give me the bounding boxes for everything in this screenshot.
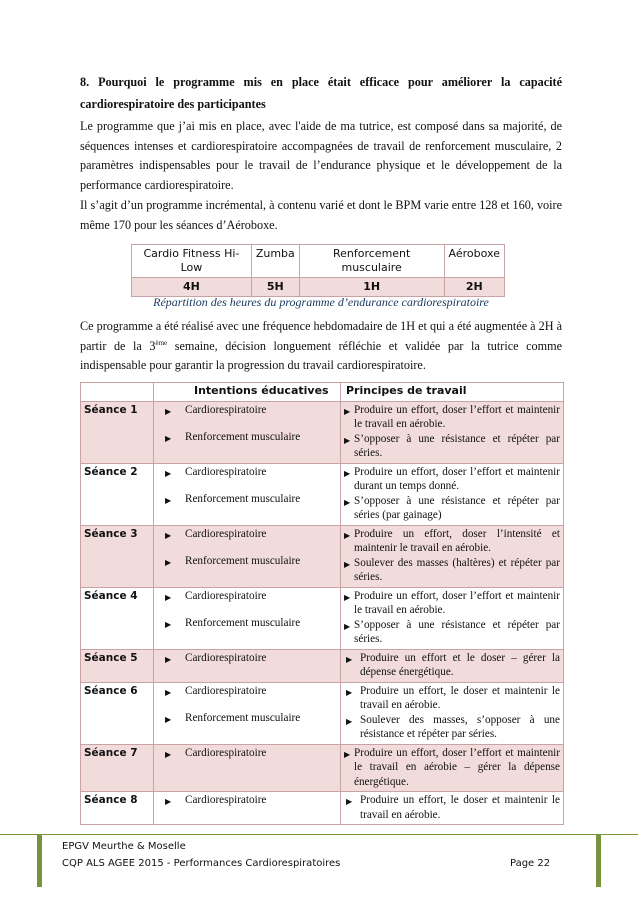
seances-header-principes: Principes de travail: [341, 383, 564, 402]
intention-item: ▶ Renforcement musculaire: [157, 554, 337, 569]
seance-label: Séance 7: [81, 744, 154, 792]
intention-item: ▶ Renforcement musculaire: [157, 616, 337, 631]
intention-item: ▶ Cardiorespiratoire: [157, 589, 337, 604]
principe-item: ▶ Produire un effort, doser l’effort et maintenir le travail en aérobie – gérer la dépense énergétique.: [344, 746, 560, 790]
seance-intentions: [154, 682, 341, 744]
footer-organization: EPGV Meurthe & Moselle: [62, 841, 186, 852]
principe-item: ▶ S’opposer à une résistance et répéter par séries (par gainage): [344, 494, 560, 523]
hours-header-renforcement: Renforcement musculaire: [299, 245, 444, 278]
principe-item: ▶ Produire un effort, doser l’effort et maintenir le travail en aérobie.: [344, 403, 560, 432]
p3-superscript: ème: [155, 338, 168, 347]
seance-intentions: [154, 792, 341, 825]
intention-item: ▶ Renforcement musculaire: [157, 711, 337, 726]
intention-item: ▶ Cardiorespiratoire: [157, 793, 337, 808]
seance-label: Séance 4: [81, 587, 154, 649]
p3-text-before: Ce programme a été réalisé avec une fréquence hebdomadaire de 1H et qui a été augmentée à 2H à partir de la 3: [80, 319, 562, 353]
footer-divider: [0, 834, 638, 835]
footer-left-bar: [37, 835, 42, 887]
p3-text-after: semaine, décision longuement réfléchie et validée par la tutrice comme indispensable pour garantir la progression du travail cardiorespiratoire.: [80, 338, 562, 372]
principe-item: ▶ Produire un effort, doser l’effort et maintenir le travail en aérobie.: [344, 589, 560, 618]
principe-item: ▶ Soulever des masses, s’opposer à une résistance et répéter par séries.: [344, 713, 560, 742]
seance-principes: [341, 792, 564, 825]
principe-item: ▶ Produire un effort, doser l’intensité et maintenir le travail en aérobie.: [344, 527, 560, 556]
seances-table: [80, 382, 564, 825]
seance-label: Séance 5: [81, 649, 154, 682]
seance-intentions: [154, 401, 341, 463]
hours-header-cardio: Cardio Fitness Hi-Low: [132, 245, 252, 278]
seance-label: Séance 1: [81, 401, 154, 463]
principe-item: ▶ Soulever des masses (haltères) et répéter par séries.: [344, 556, 560, 585]
seance-row-8: [81, 792, 564, 825]
seance-principes: [341, 682, 564, 744]
intention-item: ▶ Renforcement musculaire: [157, 430, 337, 445]
principe-item: ▶ Produire un effort, le doser et maintenir le travail en aérobie.: [344, 793, 560, 822]
seance-label: Séance 3: [81, 525, 154, 587]
principe-item: ▶ Produire un effort et le doser – gérer la dépense énergétique.: [344, 651, 560, 680]
principe-item: ▶ S’opposer à une résistance et répéter par séries.: [344, 618, 560, 647]
hours-value-renforcement: 1H: [299, 278, 444, 297]
seance-label: Séance 8: [81, 792, 154, 825]
principe-item: ▶ S’opposer à une résistance et répéter par séries.: [344, 432, 560, 461]
seance-intentions: [154, 463, 341, 525]
seance-row-2: [81, 463, 564, 525]
seance-label: Séance 6: [81, 682, 154, 744]
seance-row-6: [81, 682, 564, 744]
intention-item: ▶ Renforcement musculaire: [157, 492, 337, 507]
seance-principes: [341, 525, 564, 587]
seance-principes: [341, 401, 564, 463]
seance-principes: [341, 587, 564, 649]
seance-row-7: [81, 744, 564, 792]
seances-header-empty: [81, 383, 154, 402]
seance-row-3: [81, 525, 564, 587]
seance-principes: [341, 649, 564, 682]
seance-row-4: [81, 587, 564, 649]
intention-item: ▶ Cardiorespiratoire: [157, 403, 337, 418]
intention-item: ▶ Cardiorespiratoire: [157, 527, 337, 542]
seance-intentions: [154, 744, 341, 792]
seance-row-1: [81, 401, 564, 463]
footer-page-number: Page 22: [510, 858, 551, 869]
hours-header-aeroboxe: Aéroboxe: [444, 245, 504, 278]
hours-value-aeroboxe: 2H: [444, 278, 504, 297]
seance-row-5: [81, 649, 564, 682]
paragraph-frequency: [80, 317, 562, 376]
paragraph-program-description: Le programme que j’ai mis en place, avec l'aide de ma tutrice, est composé dans sa majorité, de séquences intenses et cardiorespiratoire accompagnées de travail de renforcement musculaire, 2 paramètres indispensables pour le travail de l’endurance physique et le développement de la performance cardiorespiratoire.: [80, 119, 562, 192]
principe-item: ▶ Produire un effort, le doser et maintenir le travail en aérobie.: [344, 684, 560, 713]
intention-item: ▶ Cardiorespiratoire: [157, 684, 337, 699]
paragraph-incremental-program: Il s’agit d’un programme incrémental, à contenu varié et dont le BPM varie entre 128 et 160, voire même 170 pour les séances d’Aéroboxe.: [80, 198, 562, 232]
seance-intentions: [154, 649, 341, 682]
footer-document-title: CQP ALS AGEE 2015 - Performances Cardiorespiratoires: [62, 858, 341, 869]
principe-item: ▶ Produire un effort, doser l’effort et maintenir durant un temps donné.: [344, 465, 560, 494]
intention-item: ▶ Cardiorespiratoire: [157, 651, 337, 666]
hours-table: [131, 244, 505, 297]
seance-label: Séance 2: [81, 463, 154, 525]
footer-right-bar: [596, 835, 601, 887]
intention-item: ▶ Cardiorespiratoire: [157, 465, 337, 480]
seance-intentions: [154, 525, 341, 587]
seance-principes: [341, 744, 564, 792]
seances-header-intentions: Intentions éducatives: [154, 383, 341, 402]
hours-value-zumba: 5H: [251, 278, 299, 297]
seance-intentions: [154, 587, 341, 649]
seance-principes: [341, 463, 564, 525]
section-heading: 8. Pourquoi le programme mis en place était efficace pour améliorer la capacité cardiorespiratoire des participantes: [80, 75, 562, 111]
intention-item: ▶ Cardiorespiratoire: [157, 746, 337, 761]
hours-header-zumba: Zumba: [251, 245, 299, 278]
table-caption: Répartition des heures du programme d’endurance cardiorespiratoire: [153, 295, 489, 309]
page-footer: [0, 834, 638, 903]
hours-value-cardio: 4H: [132, 278, 252, 297]
